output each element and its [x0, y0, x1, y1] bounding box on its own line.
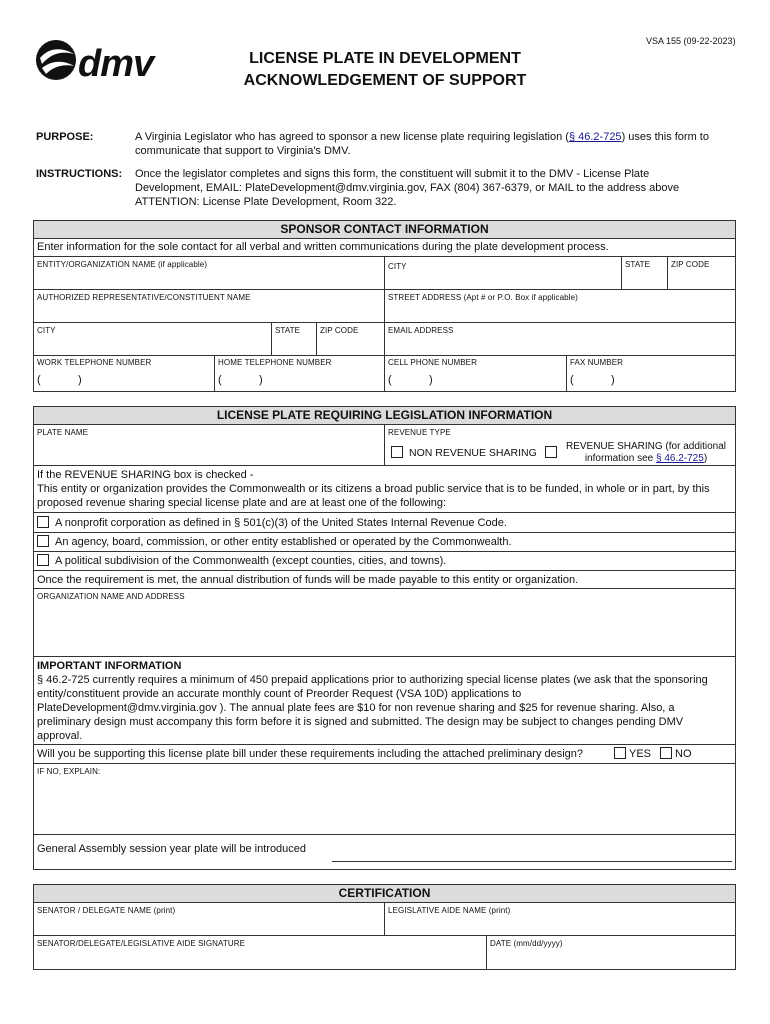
cell-area-code-open: ( [388, 374, 392, 386]
instructions-text: Once the legislator completes and signs this form, the constituent will submit it to the DMV - License Plate Development, EMAIL: PlateDevelopment@dmv.virginia.gov, FAX (804) 367-6379, or MAIL to the address above ATTENTION: License Plate Development, Room 322. [135, 168, 680, 208]
important-info-title: IMPORTANT INFORMATION [37, 660, 182, 672]
session-year-label: General Assembly session year plate will be introduced [37, 843, 307, 855]
fax-area-code-open: ( [570, 374, 574, 386]
revenue-type-label: REVENUE TYPE [388, 428, 451, 437]
title-line-2: ACKNOWLEDGEMENT OF SUPPORT [243, 72, 527, 89]
organization-name-address-field[interactable]: ORGANIZATION NAME AND ADDRESS [37, 592, 185, 601]
work-area-code-open: ( [37, 374, 41, 386]
state-field[interactable]: STATE [625, 260, 651, 269]
revenue-sharing-label: REVENUE SHARING (for additional information see § 46.2-725) [565, 441, 727, 464]
cell-phone-field[interactable]: CELL PHONE NUMBER [388, 358, 477, 367]
important-info-text: § 46.2-725 currently requires a minimum of 450 prepaid applications prior to authorizing special license plates (we ask that the sponsoring entity/constituent provide an accurate monthly count of Preorder Request (VSA 10D) applications to PlateDevelopment@dmv.virginia.gov ). The annual plate fees are $10 for non revenue sharing and $25 for revenue sharing. Also, a preliminary design must accompany this form before it is signed and submitted. The design may be subject to changes pending DMV approval. [37, 674, 708, 742]
home-area-code-open: ( [218, 374, 222, 386]
no-checkbox[interactable] [660, 747, 672, 759]
purpose-label: PURPOSE: [36, 131, 94, 143]
entity-description: This entity or organization provides the Commonwealth or its citizens a broad public service that is to be funded, in whole or in part, by this proposed revenue sharing special license plate and are at least one of the following: [37, 483, 710, 509]
dmv-logo [34, 36, 182, 84]
purpose-text: A Virginia Legislator who has agreed to sponsor a new license plate requiring legislation (§ 46.2-725) uses this form to communicate that support to Virginia's DMV. [135, 131, 709, 157]
if-no-explain-field[interactable]: IF NO, EXPLAIN: [37, 767, 101, 776]
entity-name-field[interactable]: ENTITY/ORGANIZATION NAME (if applicable) [37, 260, 208, 269]
yes-label: YES [629, 748, 652, 760]
revenue-sharing-condition: If the REVENUE SHARING box is checked - [37, 469, 254, 481]
plate-name-field[interactable]: PLATE NAME [37, 428, 89, 437]
page-title [200, 48, 570, 92]
dmv-logo-mark [34, 36, 182, 84]
agency-option: An agency, board, commission, or other entity established or operated by the Commonwealth. [55, 536, 512, 548]
instructions-label: INSTRUCTIONS: [36, 168, 123, 180]
revenue-sharing-checkbox[interactable] [545, 446, 557, 458]
nonprofit-checkbox[interactable] [37, 516, 49, 528]
legislation-header: LICENSE PLATE REQUIRING LEGISLATION INFORMATION [34, 407, 735, 425]
sponsor-intro: Enter information for the sole contact for all verbal and written communications during the plate development process. [37, 241, 609, 253]
support-question: Will you be supporting this license plate bill under these requirements including the attached preliminary design? [37, 748, 584, 760]
state-field-2[interactable]: STATE [275, 326, 301, 335]
home-phone-field[interactable]: HOME TELEPHONE NUMBER [218, 358, 332, 367]
date-field[interactable]: DATE (mm/dd/yyyy) [490, 939, 563, 948]
distribution-note: Once the requirement is met, the annual distribution of funds will be made payable to this entity or organization. [37, 574, 579, 586]
session-year-field[interactable] [332, 861, 732, 862]
agency-checkbox[interactable] [37, 535, 49, 547]
fax-area-code-close: ) [611, 374, 615, 386]
representative-name-field[interactable]: AUTHORIZED REPRESENTATIVE/CONSTITUENT NAME [37, 293, 251, 302]
work-phone-field[interactable]: WORK TELEPHONE NUMBER [37, 358, 152, 367]
form-number: VSA 155 (09-22-2023) [646, 36, 736, 46]
zip-code-field-2[interactable]: ZIP CODE [320, 326, 359, 335]
yes-checkbox[interactable] [614, 747, 626, 759]
revenue-statute-link[interactable]: § 46.2-725 [655, 453, 704, 464]
fax-number-field[interactable]: FAX NUMBER [570, 358, 624, 367]
city-field-2[interactable]: CITY [37, 326, 56, 335]
street-address-field[interactable]: STREET ADDRESS (Apt # or P.O. Box if applicable) [388, 293, 578, 302]
cell-area-code-close: ) [429, 374, 433, 386]
certification-header: CERTIFICATION [34, 885, 735, 903]
statute-link[interactable]: § 46.2-725 [568, 131, 622, 143]
political-subdivision-option: A political subdivision of the Commonwealth (except counties, cities, and towns). [55, 555, 447, 567]
home-area-code-close: ) [259, 374, 263, 386]
email-address-field[interactable]: EMAIL ADDRESS [388, 326, 454, 335]
non-revenue-sharing-label: NON REVENUE SHARING [409, 447, 537, 459]
senator-delegate-name-field[interactable]: SENATOR / DELEGATE NAME (print) [37, 906, 176, 915]
non-revenue-sharing-checkbox[interactable] [391, 446, 403, 458]
work-area-code-close: ) [78, 374, 82, 386]
signature-field[interactable]: SENATOR/DELEGATE/LEGISLATIVE AIDE SIGNATURE [37, 939, 246, 948]
dmv-logo-text: dmv [78, 43, 154, 84]
city-field[interactable]: CITY [388, 262, 407, 271]
zip-code-field[interactable]: ZIP CODE [671, 260, 710, 269]
no-label: NO [675, 748, 692, 760]
legislative-aide-name-field[interactable]: LEGISLATIVE AIDE NAME (print) [388, 906, 511, 915]
title-line-1: LICENSE PLATE IN DEVELOPMENT [249, 50, 521, 67]
sponsor-header: SPONSOR CONTACT INFORMATION [34, 221, 735, 239]
nonprofit-option: A nonprofit corporation as defined in § 501(c)(3) of the United States Internal Revenue Code. [55, 517, 507, 529]
political-subdivision-checkbox[interactable] [37, 554, 49, 566]
